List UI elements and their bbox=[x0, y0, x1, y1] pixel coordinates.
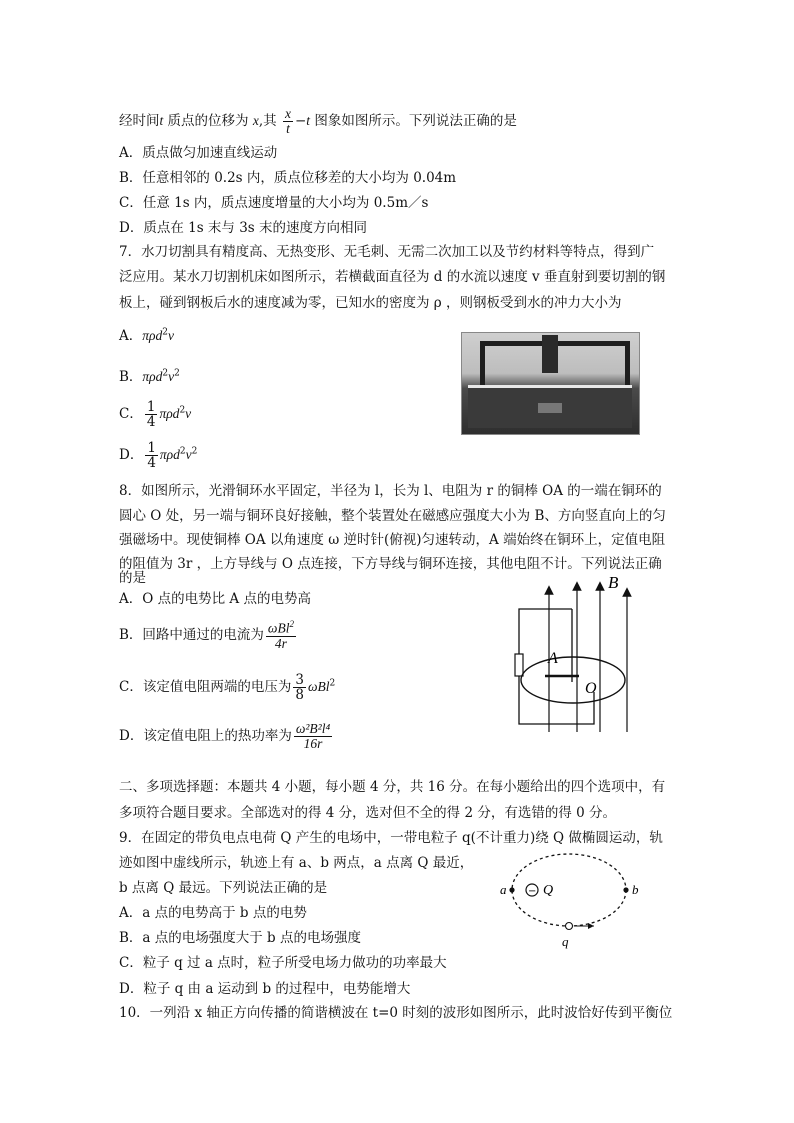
q7-option-b: B．$\pi\rho d^2v^2$ bbox=[119, 368, 180, 385]
q6-fraction: $\frac{x}{t}$ bbox=[284, 106, 291, 137]
q8-d-fraction: $\frac{\text{ω²B²l⁴}}{16r}$ bbox=[295, 721, 331, 752]
section-2-heading-line-2: 多项符合题目要求。全部选对的得 4 分，选对但不全的得 2 分，有选错的得 0 分。 bbox=[119, 805, 617, 821]
label-o: O bbox=[585, 680, 597, 697]
q9-ellipse-orbit-figure bbox=[498, 850, 648, 950]
q8-c-fraction: $\frac{3}{8}$ bbox=[295, 672, 304, 704]
q7-c-fraction: $\frac{1}{4}$ bbox=[146, 399, 156, 431]
q7-line-3: 板上，碰到钢板后水的速度减为零，已知水的密度为 ρ ，则钢板受到水的冲力大小为 bbox=[119, 295, 622, 311]
q9-line-2: 迹如图中虚线所示，轨迹上有 a、b 两点，a 点离 Q 最近， bbox=[119, 855, 474, 871]
q8-line-4: 的阻值为 3r ，上方导线与 O 点连接，下方导线与铜环连接，其他电阻不计。下列说法正确 bbox=[119, 556, 662, 572]
q8-option-a: A．O 点的电势比 A 点的电势高 bbox=[119, 591, 311, 607]
label-a: a bbox=[500, 882, 507, 897]
q9-line-3: b 点离 Q 最远。下列说法正确的是 bbox=[119, 880, 328, 896]
label-q-charge: Q bbox=[543, 883, 554, 898]
q9-option-a: A．a 点的电势高于 b 点的电势 bbox=[119, 905, 307, 921]
particle-q bbox=[566, 923, 573, 930]
q9-option-d: D．粒子 q 由 a 运动到 b 的过程中，电势能增大 bbox=[119, 981, 411, 997]
q7-option-d: D． $\frac{1}{4}$ $\pi\rho d^2v^2$ bbox=[119, 440, 198, 472]
point-b bbox=[623, 887, 628, 892]
velocity-arrowhead bbox=[588, 923, 594, 929]
label-a: A bbox=[548, 650, 558, 667]
q9-line-1: 9．在固定的带负电点电荷 Q 产生的电场中，一带电粒子 q(不计重力)绕 Q 做椭圆运动，轨 bbox=[119, 830, 663, 846]
resistor-icon bbox=[515, 654, 523, 676]
q6-option-a: A．质点做匀加速直线运动 bbox=[119, 145, 278, 161]
q8-magnetic-field-figure bbox=[505, 572, 665, 732]
q7-line-1: 7．水刀切割具有精度高、无热变形、无毛刺、无需二次加工以及节约材料等特点，得到广 bbox=[119, 244, 655, 260]
q9-option-b: B．a 点的电场强度大于 b 点的电场强度 bbox=[119, 930, 361, 946]
q6-option-d: D．质点在 1s 末与 3s 末的速度方向相同 bbox=[119, 220, 368, 236]
section-2-heading-line-1: 二、多项选择题：本题共 4 小题，每小题 4 分，共 16 分。在每小题给出的四个选项中，有 bbox=[119, 779, 666, 795]
q7-line-2: 泛应用。某水刀切割机床如图所示，若横截面直径为 d 的水流以速度 v 垂直射到要切割的钢 bbox=[119, 269, 666, 285]
q10-line-1: 10．一列沿 x 轴正方向传播的简谐横波在 t=0 时刻的波形如图所示，此时波恰好传到平衡位 bbox=[119, 1005, 673, 1021]
q9-option-c: C．粒子 q 过 a 点时，粒子所受电场力做功的功率最大 bbox=[119, 955, 447, 971]
q6-stem: 经时间t 质点的位移为 x,其 $\frac{x}{t}$ −t 图象如图所示。下列说法正确的是 bbox=[119, 106, 517, 137]
q8-line-5: 的是 bbox=[119, 570, 146, 586]
q8-line-2: 圆心 O 处，另一端与铜环良好接触，整个装置处在磁感应强度大小为 B、方向竖直向上的匀 bbox=[119, 508, 666, 524]
q8-line-3: 强磁场中。现使铜棒 OA 以角速度 ω 逆时针(俯视)匀速转动，A 端始终在铜环上，定值电阻 bbox=[119, 532, 666, 548]
q8-option-d: D．该定值电阻上的热功率为 $\frac{\text{ω²B²l⁴}}{16r}$ bbox=[119, 721, 331, 752]
waterjet-machine-photo bbox=[461, 332, 640, 435]
copper-ring bbox=[521, 657, 625, 703]
q6-option-b: B．任意相邻的 0.2s 内，质点位移差的大小均为 0.04m bbox=[119, 170, 457, 186]
minus-sign: − bbox=[528, 886, 537, 897]
label-b: B bbox=[608, 573, 619, 592]
q7-d-fraction: $\frac{1}{4}$ bbox=[147, 440, 156, 472]
q8-option-b: B．回路中通过的电流为 $\frac{\omega Bl^2}{4r}$ bbox=[119, 619, 294, 651]
q8-line-1: 8．如图所示，光滑铜环水平固定，半径为 l，长为 l、电阻为 r 的铜棒 OA 的一端在铜环的 bbox=[119, 483, 662, 499]
point-a bbox=[509, 887, 514, 892]
label-q-particle: q bbox=[562, 934, 569, 949]
q8-b-fraction: $\frac{\omega Bl^2}{4r}$ bbox=[267, 619, 294, 651]
q7-option-c: C． $\frac{1}{4}$ πρd$^2$v bbox=[119, 399, 192, 431]
q6-option-c: C．任意 1s 内，质点速度增量的大小均为 0.5m／s bbox=[119, 195, 429, 211]
q7-option-a: A．πρd$^2$v bbox=[119, 327, 174, 344]
label-b: b bbox=[632, 882, 639, 897]
q8-option-c: C．该定值电阻两端的电压为 $\frac{3}{8}$ ωBl$^2$ bbox=[119, 672, 336, 704]
